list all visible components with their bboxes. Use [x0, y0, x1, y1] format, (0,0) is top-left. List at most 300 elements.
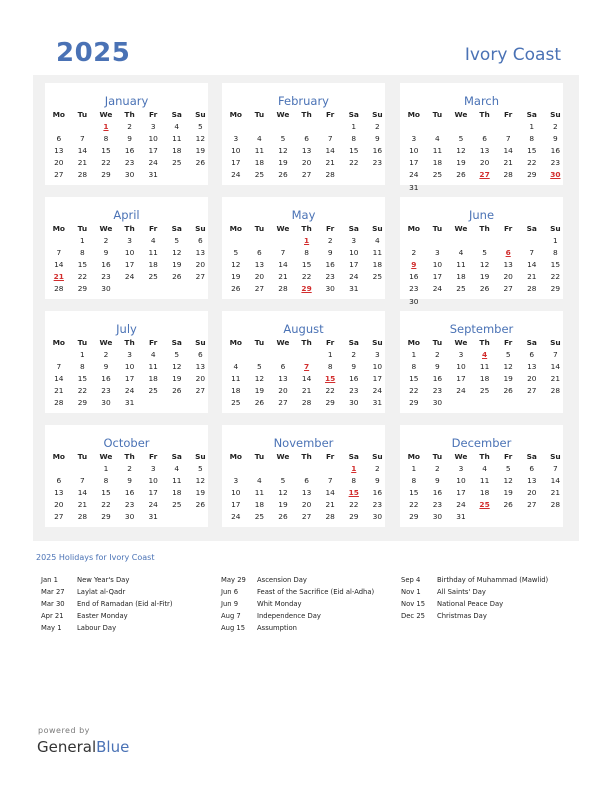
holiday-row [221, 610, 374, 622]
day: 14 [77, 146, 88, 156]
weekday-header: We [276, 338, 290, 347]
empty-day [402, 235, 426, 247]
weekday-header: Fr [149, 338, 158, 347]
day: 20 [503, 272, 513, 282]
day: 12 [254, 374, 265, 384]
weekday-header: Su [372, 452, 383, 461]
day: 25 [372, 272, 383, 282]
brand-general: General [37, 738, 97, 756]
day: 10 [124, 362, 135, 372]
month-september [400, 311, 563, 413]
day: 12 [503, 476, 513, 486]
day: 2 [327, 236, 333, 246]
holiday-day: 1 [304, 236, 310, 246]
day: 26 [195, 500, 206, 510]
weekday-header: Tu [432, 110, 443, 119]
weekday-header: Th [479, 338, 490, 347]
day: 26 [195, 158, 206, 168]
month-name: March [463, 94, 500, 108]
day: 5 [458, 134, 464, 144]
day: 15 [349, 146, 359, 156]
weekday-header: We [276, 224, 290, 233]
empty-day [295, 121, 319, 133]
day: 17 [456, 488, 466, 498]
weekday-header: Mo [229, 452, 243, 461]
day: 8 [80, 362, 85, 372]
empty-day [318, 463, 342, 475]
day: 19 [195, 488, 206, 498]
day: 2 [375, 122, 380, 132]
empty-day [248, 235, 272, 247]
weekday-header: We [454, 224, 468, 233]
day: 11 [254, 146, 265, 156]
day: 4 [150, 236, 156, 246]
holiday-name: Labour Day [77, 624, 117, 633]
month-october [45, 425, 208, 527]
day: 28 [54, 398, 64, 408]
day: 11 [148, 362, 158, 372]
weekday-header: Mo [52, 338, 66, 347]
day: 22 [325, 386, 335, 396]
day: 22 [77, 386, 88, 396]
weekday-header: Mo [229, 110, 243, 119]
day: 20 [54, 158, 64, 168]
weekday-header: Mo [229, 338, 243, 347]
day: 19 [172, 374, 182, 384]
day: 14 [550, 362, 561, 372]
day: 4 [174, 122, 180, 132]
weekday-header: Tu [432, 224, 443, 233]
day: 5 [280, 134, 286, 144]
day: 8 [553, 248, 558, 258]
weekday-header: Th [301, 224, 312, 233]
empty-day [520, 235, 544, 247]
month-name: September [449, 322, 514, 336]
day: 4 [482, 464, 487, 474]
day: 25 [148, 386, 158, 396]
day: 28 [54, 284, 64, 294]
day: 6 [482, 134, 487, 144]
day: 8 [103, 476, 109, 486]
day: 18 [172, 146, 182, 156]
day: 24 [231, 512, 241, 522]
day: 23 [349, 386, 359, 396]
day: 21 [550, 488, 561, 498]
day: 16 [432, 488, 443, 498]
day: 14 [54, 374, 64, 384]
holiday-row [401, 598, 548, 610]
holiday-name: Easter Monday [77, 612, 128, 621]
weekday-header: Mo [52, 224, 66, 233]
holiday-day: 4 [482, 350, 488, 360]
month-april [45, 197, 208, 299]
day: 18 [148, 260, 158, 270]
day: 29 [77, 284, 88, 294]
day: 19 [231, 272, 241, 282]
holidays-title: 2025 Holidays for Ivory Coast [36, 553, 155, 562]
weekday-header: Fr [504, 338, 513, 347]
day: 9 [375, 476, 380, 486]
day: 15 [301, 260, 312, 270]
day: 5 [174, 236, 180, 246]
day: 21 [77, 500, 88, 510]
day: 22 [301, 272, 312, 282]
month-name: November [273, 436, 334, 450]
weekday-header: Sa [348, 338, 359, 347]
day: 27 [301, 170, 312, 180]
month-june [400, 197, 563, 306]
weekday-header: Th [301, 110, 312, 119]
day: 13 [254, 260, 265, 270]
weekday-header: Mo [407, 110, 421, 119]
weekday-header: Tu [432, 452, 443, 461]
day: 18 [479, 488, 490, 498]
day: 10 [456, 476, 466, 486]
day: 31 [409, 182, 419, 192]
weekday-header: Mo [407, 224, 421, 233]
holiday-date: May 29 [221, 576, 246, 584]
day: 25 [479, 386, 490, 396]
weekday-header: Sa [526, 224, 537, 233]
day-grid [47, 109, 212, 182]
weekday-header: Fr [504, 452, 513, 461]
day: 8 [80, 248, 85, 258]
day: 8 [103, 134, 109, 144]
day: 9 [103, 362, 109, 372]
day: 20 [479, 158, 490, 168]
day: 11 [254, 488, 265, 498]
weekday-header: Fr [326, 110, 335, 119]
day: 4 [458, 248, 464, 258]
day: 23 [432, 500, 443, 510]
day: 9 [351, 362, 357, 372]
day: 3 [233, 476, 239, 486]
day: 2 [375, 464, 380, 474]
day: 17 [148, 146, 158, 156]
day: 11 [372, 248, 383, 258]
day: 14 [301, 374, 312, 384]
weekday-header: Su [550, 452, 561, 461]
day: 5 [233, 248, 239, 258]
day: 24 [456, 500, 466, 510]
day: 24 [124, 386, 135, 396]
day: 26 [278, 512, 288, 522]
day: 1 [553, 236, 558, 246]
day: 30 [101, 284, 111, 294]
weekday-header: Su [372, 224, 383, 233]
day: 29 [101, 170, 111, 180]
day: 19 [254, 386, 265, 396]
month-name: April [113, 208, 140, 222]
holiday-name: New Year's Day [77, 576, 130, 584]
day: 6 [198, 350, 203, 360]
day: 22 [409, 500, 419, 510]
day: 31 [349, 284, 359, 294]
weekday-header: We [99, 110, 113, 119]
day: 19 [278, 158, 288, 168]
empty-day [496, 121, 520, 133]
day: 16 [101, 374, 111, 384]
day: 17 [349, 260, 359, 270]
weekday-header: Fr [504, 224, 513, 233]
month-name: June [468, 208, 495, 222]
day: 20 [54, 500, 64, 510]
day: 16 [325, 260, 335, 270]
day: 9 [127, 134, 132, 144]
empty-day [318, 121, 342, 133]
holiday-column [221, 574, 374, 634]
empty-day [271, 121, 295, 133]
day: 5 [198, 464, 203, 474]
day: 23 [101, 386, 111, 396]
empty-day [271, 463, 295, 475]
day: 12 [278, 488, 288, 498]
day: 4 [257, 476, 262, 486]
holiday-day: 6 [505, 248, 511, 258]
day: 19 [503, 488, 513, 498]
month-name: December [451, 436, 512, 450]
weekday-header: Tu [254, 452, 265, 461]
day: 8 [351, 476, 357, 486]
holiday-column [401, 574, 548, 622]
weekday-header: Fr [149, 110, 158, 119]
holiday-name: Assumption [257, 624, 297, 633]
day: 24 [349, 272, 359, 282]
day: 5 [482, 248, 487, 258]
empty-day [71, 121, 95, 133]
day: 28 [503, 170, 513, 180]
month-name: August [283, 322, 324, 336]
day: 17 [432, 272, 443, 282]
day: 11 [479, 476, 490, 486]
month-name: February [278, 94, 329, 108]
day: 9 [103, 248, 109, 258]
holiday-date: Dec 25 [401, 612, 425, 621]
day: 5 [280, 476, 286, 486]
day: 2 [435, 350, 440, 360]
holiday-date: Sep 4 [401, 576, 421, 584]
day: 17 [148, 488, 158, 498]
weekday-header: We [276, 110, 290, 119]
day: 10 [349, 248, 359, 258]
day: 10 [231, 146, 241, 156]
day: 19 [503, 374, 513, 384]
weekday-header: Tu [254, 110, 265, 119]
weekday-header: We [454, 110, 468, 119]
empty-day [295, 349, 319, 361]
day: 29 [550, 284, 561, 294]
day: 16 [432, 374, 443, 384]
day: 16 [124, 146, 135, 156]
day: 30 [101, 398, 111, 408]
day: 10 [148, 134, 158, 144]
day: 7 [56, 248, 62, 258]
day: 17 [409, 158, 419, 168]
day: 4 [257, 134, 262, 144]
day: 16 [550, 146, 561, 156]
day: 17 [231, 500, 241, 510]
day: 8 [304, 248, 309, 258]
month-name: January [104, 94, 149, 108]
month-january [45, 83, 208, 185]
day: 15 [101, 146, 111, 156]
empty-day [402, 121, 426, 133]
holiday-row [41, 610, 173, 622]
empty-day [449, 121, 473, 133]
empty-day [224, 121, 248, 133]
day: 9 [127, 476, 132, 486]
day: 7 [56, 362, 62, 372]
holiday-date: Jun 6 [221, 588, 239, 597]
day: 2 [351, 350, 357, 360]
day: 30 [432, 512, 443, 522]
day: 23 [432, 386, 443, 396]
day: 20 [254, 272, 265, 282]
day: 7 [327, 476, 333, 486]
day: 10 [231, 488, 241, 498]
weekday-header: Tu [77, 338, 88, 347]
weekday-header: Su [372, 338, 383, 347]
empty-day [473, 121, 497, 133]
day: 30 [372, 512, 383, 522]
day: 3 [351, 236, 357, 246]
month-name: July [116, 322, 137, 336]
day: 12 [172, 362, 182, 372]
holiday-date: Aug 15 [221, 624, 246, 633]
day: 4 [375, 236, 380, 246]
day: 12 [479, 260, 490, 270]
day: 28 [325, 170, 335, 180]
day: 13 [479, 146, 490, 156]
weekday-header: Sa [348, 224, 359, 233]
day: 14 [325, 146, 335, 156]
day: 20 [527, 374, 537, 384]
day: 26 [254, 398, 265, 408]
day: 24 [124, 272, 135, 282]
day: 3 [411, 134, 417, 144]
holiday-date: Jan 1 [41, 576, 58, 584]
day: 9 [375, 134, 380, 144]
empty-day [271, 235, 295, 247]
day: 23 [409, 284, 419, 294]
weekday-header: Tu [77, 110, 88, 119]
day: 27 [503, 284, 513, 294]
day: 10 [456, 362, 466, 372]
day: 22 [527, 158, 537, 168]
holiday-day: 7 [304, 362, 310, 372]
weekday-header: Sa [171, 110, 182, 119]
day: 21 [527, 272, 537, 282]
day: 19 [172, 260, 182, 270]
day: 27 [54, 170, 64, 180]
day: 18 [231, 386, 241, 396]
holiday-day: 9 [411, 260, 417, 270]
empty-day [295, 463, 319, 475]
day: 31 [372, 398, 383, 408]
day: 1 [351, 122, 357, 132]
weekday-header: We [99, 338, 113, 347]
day: 28 [550, 500, 561, 510]
day: 1 [411, 464, 417, 474]
weekday-header: Fr [326, 224, 335, 233]
day: 23 [372, 500, 383, 510]
day: 23 [372, 158, 383, 168]
day-grid [47, 337, 212, 410]
day: 22 [349, 158, 359, 168]
weekday-header: Th [479, 110, 490, 119]
day: 13 [503, 260, 513, 270]
day: 12 [231, 260, 241, 270]
day: 9 [553, 134, 558, 144]
day: 17 [372, 374, 383, 384]
empty-day [224, 463, 248, 475]
day: 17 [124, 374, 135, 384]
empty-day [449, 235, 473, 247]
day: 6 [529, 350, 535, 360]
day: 14 [527, 260, 537, 270]
day: 15 [101, 488, 111, 498]
day: 5 [174, 350, 180, 360]
holiday-date: Mar 27 [41, 588, 65, 597]
day: 6 [304, 476, 309, 486]
day: 30 [325, 284, 335, 294]
day: 3 [375, 350, 380, 360]
holiday-name: Feast of the Sacrifice (Eid al-Adha) [257, 588, 375, 597]
day: 31 [456, 512, 466, 522]
month-november [222, 425, 385, 527]
holiday-row [221, 598, 374, 610]
day: 18 [456, 272, 466, 282]
day: 4 [435, 134, 440, 144]
weekday-header: Tu [432, 338, 443, 347]
weekday-header: Tu [77, 452, 88, 461]
day: 12 [503, 362, 513, 372]
day: 26 [278, 170, 288, 180]
day: 22 [101, 500, 111, 510]
holiday-column [41, 574, 173, 634]
holiday-name: End of Ramadan (Eid al-Fitr) [77, 600, 173, 609]
day: 6 [56, 476, 62, 486]
day: 12 [195, 134, 206, 144]
weekday-header: Sa [526, 452, 537, 461]
day: 26 [231, 284, 241, 294]
day: 30 [349, 398, 359, 408]
day: 21 [325, 158, 335, 168]
day: 13 [527, 362, 537, 372]
empty-day [224, 235, 248, 247]
weekday-header: Sa [526, 110, 537, 119]
holiday-day: 21 [53, 272, 64, 282]
day-grid [224, 337, 389, 410]
weekday-header: Fr [149, 224, 158, 233]
day: 18 [172, 488, 182, 498]
empty-day [224, 349, 248, 361]
holiday-date: Jun 9 [221, 600, 239, 609]
day: 14 [503, 146, 513, 156]
month-march [400, 83, 563, 192]
day: 2 [127, 122, 132, 132]
weekday-header: Fr [326, 452, 335, 461]
weekday-header: Tu [77, 224, 88, 233]
month-may [222, 197, 385, 299]
day: 27 [301, 512, 312, 522]
day: 13 [54, 146, 64, 156]
day: 23 [325, 272, 335, 282]
day: 15 [77, 374, 88, 384]
day: 21 [301, 386, 312, 396]
day: 26 [503, 386, 513, 396]
holiday-row [401, 574, 548, 586]
